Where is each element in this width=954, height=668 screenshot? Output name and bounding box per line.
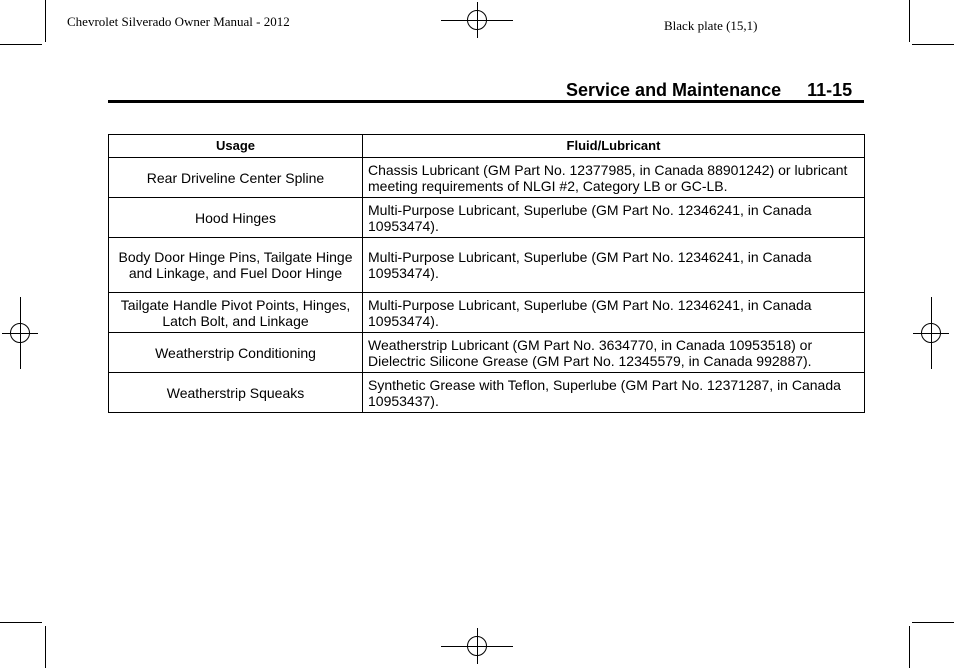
table-row xyxy=(109,333,865,373)
usage-cell: Tailgate Handle Pivot Points, Hinges, Latch Bolt, and Linkage xyxy=(109,293,363,333)
section-title: Service and Maintenance xyxy=(566,80,782,100)
table-row xyxy=(109,293,865,333)
column-header-usage: Usage xyxy=(109,135,363,158)
table-row xyxy=(109,373,865,413)
lubricant-table xyxy=(108,134,865,413)
column-header-fluid: Fluid/Lubricant xyxy=(363,135,865,158)
usage-cell: Hood Hinges xyxy=(109,198,363,238)
header-rule xyxy=(108,100,864,103)
usage-cell: Body Door Hinge Pins, Tailgate Hinge and Linkage, and Fuel Door Hinge xyxy=(109,238,363,293)
fluid-cell: Weatherstrip Lubricant (GM Part No. 3634770, in Canada 10953518) or Dielectric Silicone Grease (GM Part No. 12345579, in Canada 992887). xyxy=(363,333,865,373)
fluid-cell: Chassis Lubricant (GM Part No. 12377985, in Canada 88901242) or lubricant meeting requirements of NLGI #2, Category LB or GC-LB. xyxy=(363,158,865,198)
usage-cell: Weatherstrip Squeaks xyxy=(109,373,363,413)
fluid-cell: Multi-Purpose Lubricant, Superlube (GM Part No. 12346241, in Canada 10953474). xyxy=(363,238,865,293)
usage-cell: Rear Driveline Center Spline xyxy=(109,158,363,198)
print-slug-left: Chevrolet Silverado Owner Manual - 2012 xyxy=(67,14,290,29)
print-slug-right: Black plate (15,1) xyxy=(664,18,758,33)
table-row xyxy=(109,158,865,198)
fluid-cell: Multi-Purpose Lubricant, Superlube (GM Part No. 12346241, in Canada 10953474). xyxy=(363,293,865,333)
table-row xyxy=(109,238,865,293)
running-header xyxy=(566,80,852,101)
table-header-row xyxy=(109,135,865,158)
page-number: 11-15 xyxy=(807,80,853,100)
table-row xyxy=(109,198,865,238)
fluid-cell: Multi-Purpose Lubricant, Superlube (GM Part No. 12346241, in Canada 10953474). xyxy=(363,198,865,238)
fluid-cell: Synthetic Grease with Teflon, Superlube (GM Part No. 12371287, in Canada 10953437). xyxy=(363,373,865,413)
usage-cell: Weatherstrip Conditioning xyxy=(109,333,363,373)
